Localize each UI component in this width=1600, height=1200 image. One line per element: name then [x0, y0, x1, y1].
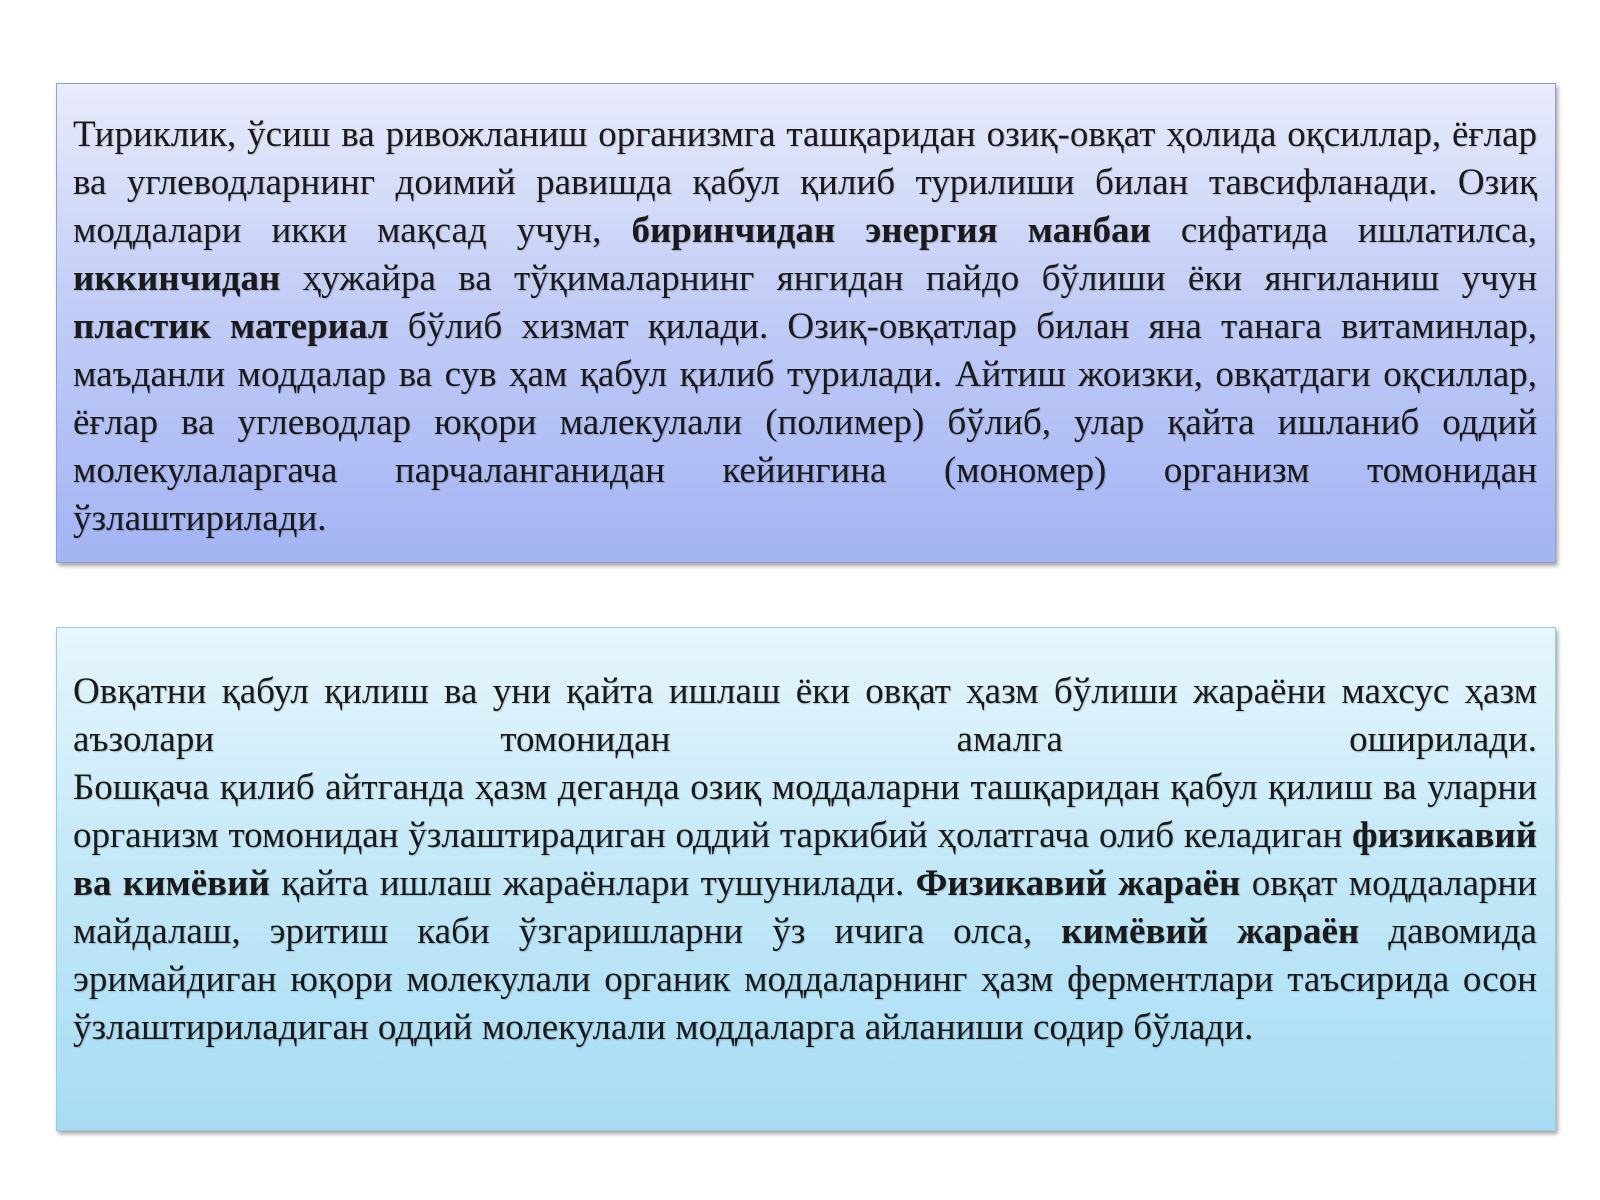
text-run: Бошқача қилиб айтганда ҳазм деганда озиқ моддаларни ташқаридан қабул қилиш ва уларни организм томонидан ўзлаштирадиган оддий таркибий ҳолатгача олиб келадиган — [73, 767, 1537, 856]
bold-term-secondly: иккинчидан — [73, 258, 281, 299]
bold-term-plastic-material: пластик материал — [73, 306, 389, 347]
text-run: қайта ишлаш жараёнлари тушунилади. — [269, 863, 916, 904]
paragraph-digestion-intro — [73, 111, 1537, 543]
text-run: овқат моддаларни майдалаш, эритиш каби ўзгаришларни ўз ичига олса, — [73, 863, 1537, 952]
bold-term-energy-source: биринчидан энергия манбаи — [631, 210, 1151, 251]
text-run: ҳужайра ва тўқималарнинг янгидан пайдо бўлиши ёки янгиланиш учун — [280, 258, 1537, 299]
text-run: Тириклик, ўсиш ва ривожланиш организмга ташқаридан озиқ-овқат ҳолида оқсиллар, ёғлар ва углеводларнинг доимий равишда қабул қилиб турилиши билан тавсифланади. Озиқ моддалари икки мақсад учун, — [73, 114, 1537, 251]
paragraph-digestion-organs: Овқатни қабул қилиш ва уни қайта ишлаш ёки овқат ҳазм бўлиши жараёни махсус ҳазм аъзолари томонидан амалга оширилади. — [73, 671, 1537, 760]
text-box-bottom — [56, 627, 1556, 1131]
text-run: бўлиб хизмат қилади. Озиқ-овқатлар билан яна танага витаминлар, маъданли моддалар ва сув ҳам қабул қилиб турилади. Айтиш жоизки, овқатдаги оқсиллар, ёғлар ва углеводлар юқори малекулали (полимер) бўлиб, улар қайта ишланиб оддий молекулаларгача парчаланганидан кейингина (мономер) организм томонидан ўзлаштирилади. — [73, 306, 1537, 539]
bold-term-physical-chemical: физикавий ва кимёвий — [73, 815, 1537, 904]
text-run: сифатида ишлатилса, — [1150, 210, 1537, 251]
text-box-top — [56, 83, 1556, 563]
bold-term-physical-process: Физикавий жараён — [915, 863, 1241, 904]
text-run: давомида эримайдиган юқори молекулали органик моддаларнинг ҳазм ферментлари таъсирида осон ўзлаштириладиган оддий молекулали моддаларга айланиши содир бўлади. — [73, 911, 1537, 1048]
paragraph-digestion-processes — [73, 764, 1537, 1052]
bold-term-chemical-process: кимёвий жараён — [1061, 911, 1360, 952]
